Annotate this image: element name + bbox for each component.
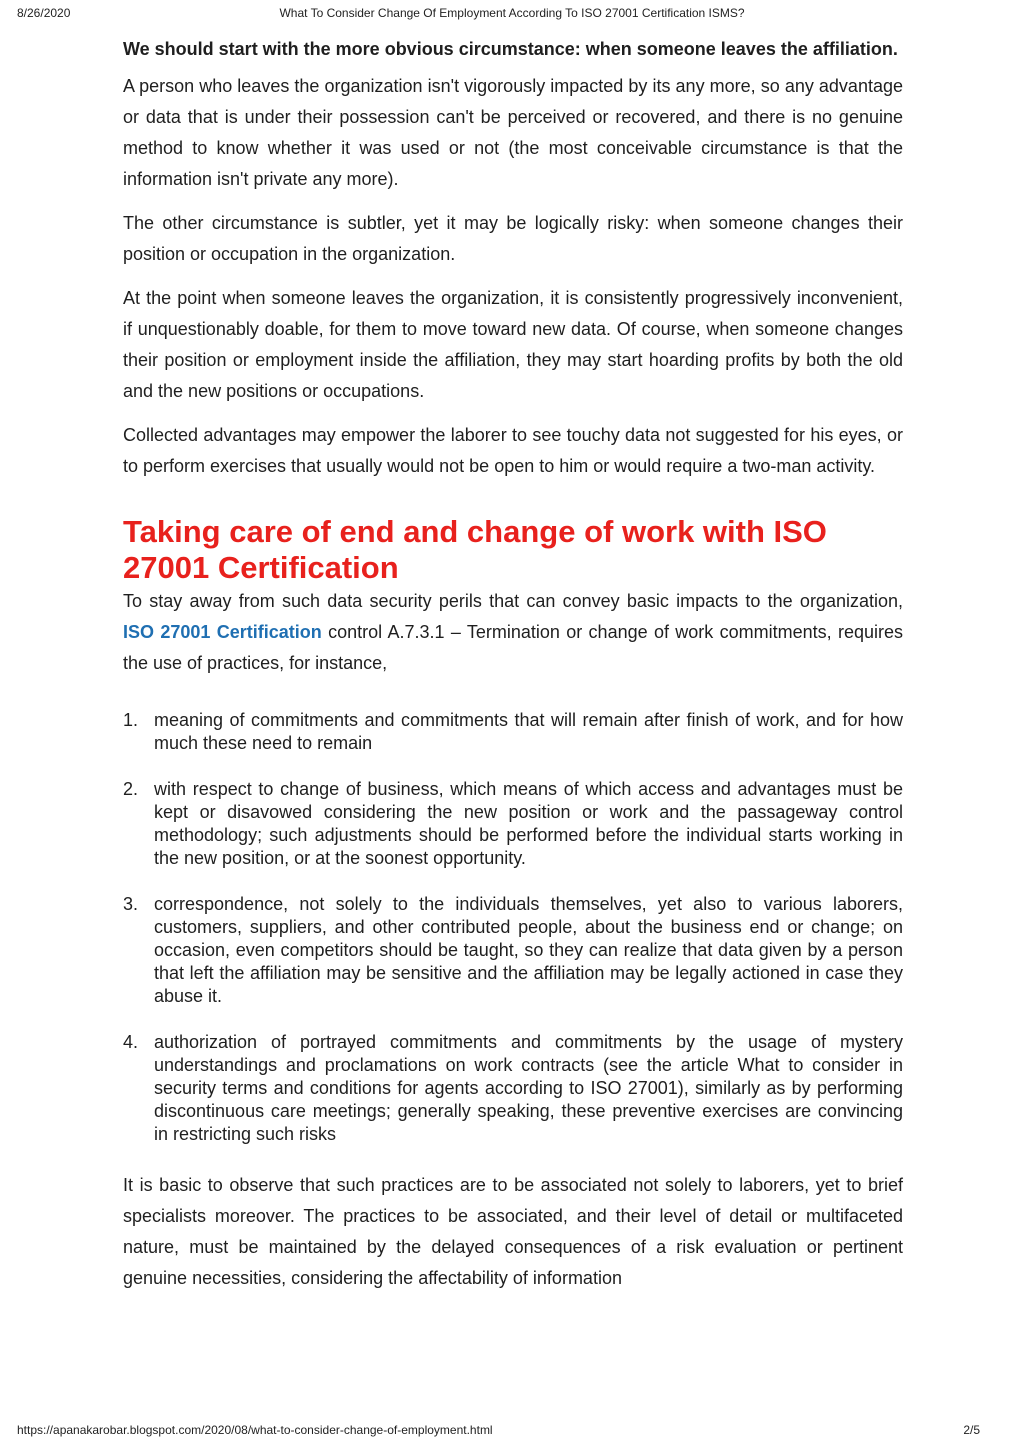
paragraph-2: The other circumstance is subtler, yet it may be logically risky: when someone changes their position or occupation in the organization.: [123, 213, 903, 264]
paragraph-4: Collected advantages may empower the laborer to see touchy data not suggested for his eyes, or to perform exercises that usually would not be open to him or would require a two-man activity.: [123, 425, 903, 476]
section-heading: Taking care of end and change of work with ISO 27001 Certification: [123, 514, 827, 585]
paragraph-1: A person who leaves the organization isn't vigorously impacted by its any more, so any advantage or data that is under their possession can't be perceived or recovered, and there is no genuine method to know whether it was used or not (the most conceivable circumstance is that the information isn't private any more).: [123, 76, 903, 189]
list-item-text: correspondence, not solely to the individuals themselves, yet also to various laborers, customers, suppliers, and other contributed people, about the business end or change; on occasion, even competitors should be taught, so they can realize that data given by a person that left the affiliation may be sensitive and the affiliation may be legally actioned in case they abuse it.: [154, 894, 903, 1006]
list-item: [123, 778, 903, 870]
list-item-text: authorization of portrayed commitments and commitments by the usage of mystery understandings and proclamations on work contracts (see the article What to consider in security terms and conditions for agents according to ISO 27001), similarly as by performing discontinuous care meetings; generally speaking, these preventive exercises are convincing in restricting such risks: [154, 1032, 903, 1144]
list-item-number: 4.: [123, 1032, 139, 1052]
practices-list: [123, 709, 903, 1146]
intro-before-link: To stay away from such data security perils that can convey basic impacts to the organization,: [123, 591, 903, 611]
intro-after-link: control A.7.3.1 – Termination or change of work commitments, requires the use of practices, for instance,: [123, 622, 904, 673]
article-body: [123, 34, 903, 1294]
list-item-text: with respect to change of business, which means of which access and advantages must be kept or disavowed considering the new position or work and the passageway control methodology; such adjustments should be performed before the individual starts working in the new position, or at the soonest opportunity.: [154, 779, 903, 868]
list-item-number: 3.: [123, 894, 139, 914]
lead-bold-text: We should start with the more obvious circumstance: when someone leaves the affiliation.: [123, 39, 898, 59]
list-item-text: meaning of commitments and commitments that will remain after finish of work, and for how much these need to remain: [154, 710, 903, 753]
intro-paragraph: [123, 586, 903, 679]
paragraph-3: At the point when someone leaves the organization, it is consistently progressively inconvenient, if unquestionably doable, for them to move toward new data. Of course, when someone changes their position or employment inside the affiliation, they may start hoarding profits by both the old and the new positions or occupations.: [123, 288, 903, 401]
print-title: What To Consider Change Of Employment According To ISO 27001 Certification ISMS?: [279, 6, 745, 20]
print-footer: [0, 1423, 1024, 1439]
iso-certification-link[interactable]: ISO 27001 Certification: [123, 622, 322, 642]
closing-paragraph: It is basic to observe that such practices are to be associated not solely to laborers, yet to brief specialists moreover. The practices to be associated, and their level of detail or multifaceted nature, must be maintained by the delayed consequences of a risk evaluation or pertinent genuine necessities, considering the affectability of information: [123, 1175, 903, 1288]
list-item-number: 2.: [123, 779, 139, 799]
list-item: [123, 1031, 903, 1146]
print-url: https://apanakarobar.blogspot.com/2020/08/what-to-consider-change-of-employment.html: [17, 1423, 493, 1437]
print-date: 8/26/2020: [17, 6, 71, 20]
print-header: [0, 6, 1024, 22]
list-item-number: 1.: [123, 710, 139, 730]
list-item: [123, 709, 903, 755]
page-number: 2/5: [963, 1423, 980, 1437]
list-item: [123, 893, 903, 1008]
